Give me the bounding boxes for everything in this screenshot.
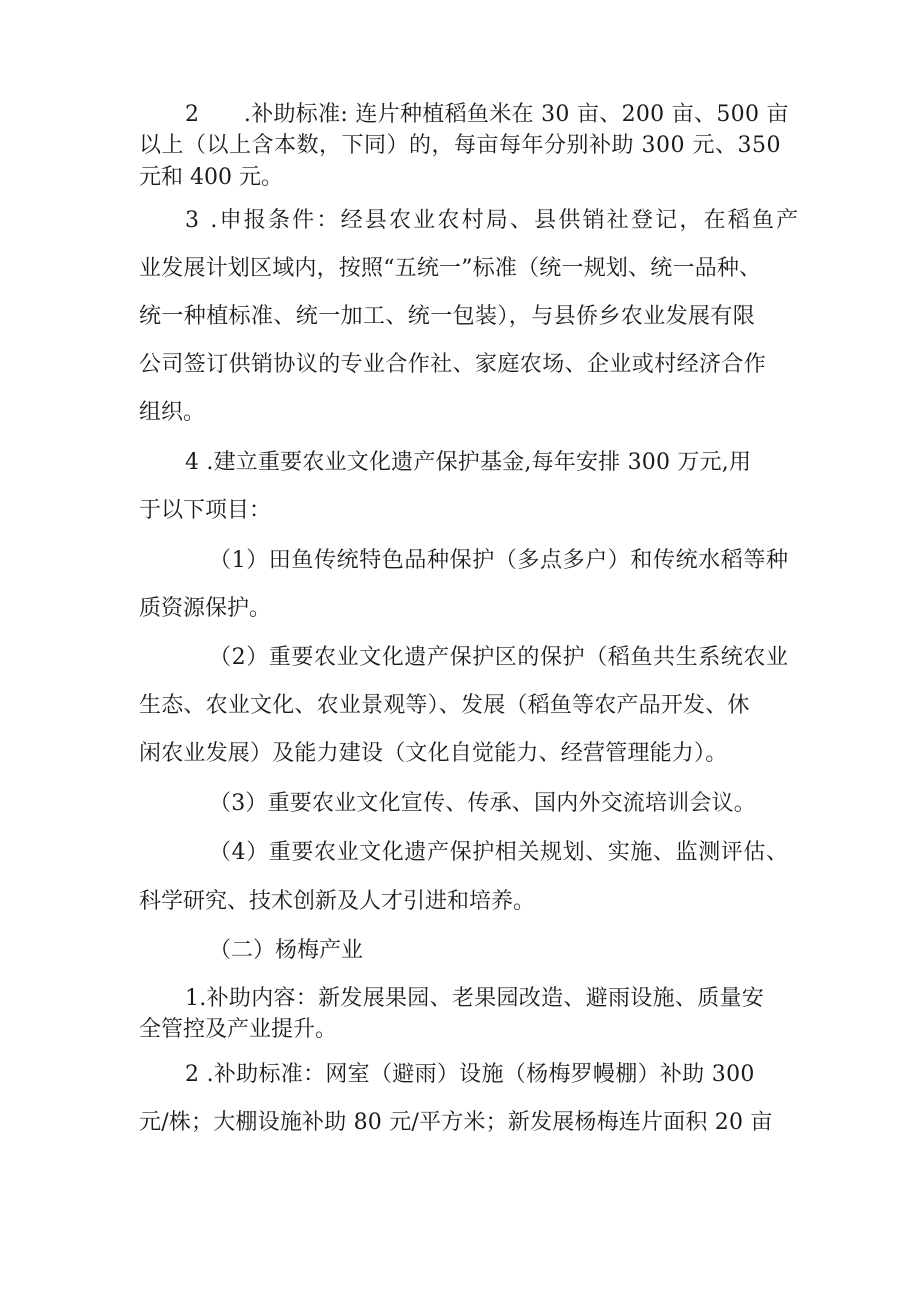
text-line: 元/株；大棚设施补助 80 元/平方米；新发展杨梅连片面积 20 亩 — [139, 1110, 773, 1135]
text-line: 1.补助内容：新发展果园、老果园改造、避雨设施、质量安 — [185, 986, 765, 1011]
text-line: 3 .申报条件：经县农业农村局、县供销社登记，在稻鱼产 — [185, 208, 801, 233]
text-line: 组织。 — [139, 400, 206, 425]
text-line: 2 .补助标准：网室（避雨）设施（杨梅罗幔棚）补助 300 — [185, 1062, 755, 1087]
text-line: 公司签订供销协议的专业合作社、家庭农场、企业或村经济合作 — [139, 352, 767, 377]
text-line: 生态、农业文化、农业景观等）、发展（稻鱼等农产品开发、休 — [139, 693, 750, 718]
text-line: 全管控及产业提升。 — [139, 1017, 338, 1042]
text-line: 2 .补助标准: 连片种植稻鱼米在 30 亩、200 亩、500 亩 — [185, 102, 789, 127]
text-line: 元和 400 元。 — [139, 165, 283, 190]
text-line: 4 .建立重要农业文化遗产保护基金,每年安排 300 万元,用 — [185, 450, 752, 475]
text-line: （2）重要农业文化遗产保护区的保护（稻鱼共生系统农业 — [209, 645, 789, 670]
section-heading: （二）杨梅产业 — [209, 938, 364, 963]
text-line: 以上（以上含本数，下同）的，每亩每年分别补助 300 元、350 — [139, 133, 781, 158]
text-line: （4）重要农业文化遗产保护相关规划、实施、监测评估、 — [209, 840, 789, 865]
text-line: （1）田鱼传统特色品种保护（多点多户）和传统水稻等种 — [209, 548, 789, 573]
text-line: 于以下项目： — [139, 498, 272, 523]
text-line: 科学研究、技术创新及人才引进和培养。 — [139, 889, 536, 914]
text-line: 闲农业发展）及能力建设（文化自觉能力、经营管理能力）。 — [139, 741, 728, 766]
text-line: 统一种植标准、统一加工、统一包装），与县侨乡农业发展有限 — [139, 304, 756, 329]
text-line: （3）重要农业文化宣传、传承、国内外交流培训会议。 — [209, 791, 756, 816]
text-line: 业发展计划区域内，按照“五统一”标准（统一规划、统一品种、 — [139, 256, 762, 281]
text-line: 质资源保护。 — [139, 596, 272, 621]
